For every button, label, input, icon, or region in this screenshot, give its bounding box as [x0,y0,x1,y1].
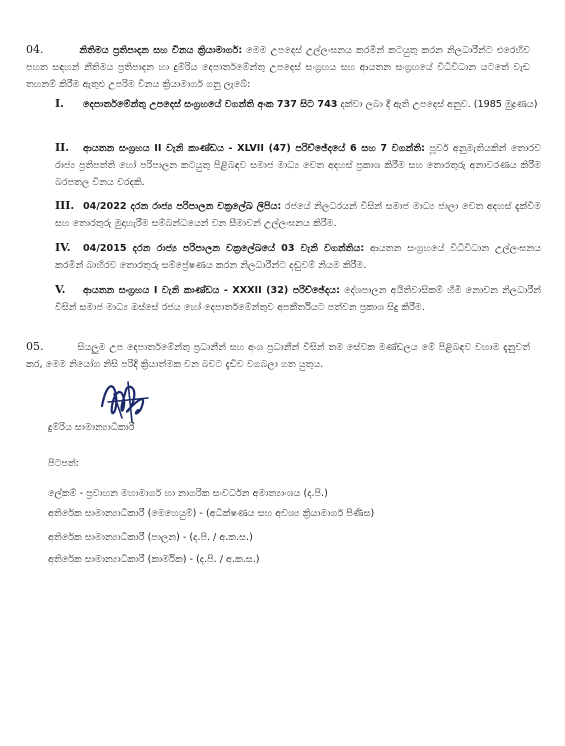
list-item [55,197,541,232]
copy-recipient: ලේකම් - ප්‍රවාහන මහාමාර්ග හා නාගරික සංවර්ධන අමාත්‍යාංශය (ද.පි.) [48,488,328,499]
roman-numeral: IV. [55,241,71,254]
list-item [55,239,541,274]
roman-numeral: I. [55,97,64,110]
handwritten-signature [92,376,164,428]
paragraph-text: සියලුම උප දෙපාර්තමේන්තු ප්‍රධානීන් සහ අංශ ප්‍රධානීන් විසින් තම සේවක මණ්ඩලය මේ පිළිබඳව වහාම දැනුවත් කර, මෙම නියෝග නිසි පරිදි ක්‍රියාත්මක වන බවට දැඩිව වගබලා ගත යුතුය. [26,342,530,370]
list-item [55,139,541,191]
paragraph-text: මෙම උපදෙස් උල්ලංඝනය කරමින් කටයුතු කරන නිලධාරීන්ට එරෙහිව පහත සඳහන් නීතිමය ප්‍රතිපාදන හා දුම්රිය දෙපාර්තමේන්තු උපදෙස් සංග්‍රහය සහ ආයතන සංග්‍රහයේ විධිවිධාන යටතේ වැඩ තහනම් කිරීම ඇතුළු උපරිම විනය ක්‍රියාමාර්ග ගනු ලැබේ: [26,45,530,90]
item-text: රජයේ නිලධරයන් විසින් සමාජ මාධ්‍ය ජාලා වෙත අදහස් දැක්වීම සහ තොරතුරු මුදාහැරීම සම්බන්ධයෙන් වන සීමාවන් උල්ලංඝනය කිරීම. [55,201,541,229]
item-text: දක්වා ලබා දී ඇති උපදෙස් අනුව. (1985 මුද්‍රණය) [337,99,538,110]
item-heading: ආයතන සංග්‍රහය II වැනි කාණ්ඩය - XLVII (47) පරිච්ඡේදයේ 6 සහ 7 වගන්ති: [83,143,425,154]
item-heading: දෙපාර්තමේන්තු උපදෙස් සංග්‍රහයේ වගන්ති අංක 737 සිට 743 [83,99,338,110]
paragraph-heading: නිතිමය ප්‍රතිපාදන සහ විනය ක්‍රියාමාර්ග: [79,45,243,56]
roman-numeral: II. [55,141,70,154]
paragraph-05 [26,338,530,373]
roman-numeral: III. [55,199,75,212]
roman-numeral: V. [55,283,66,296]
copy-recipient: අතිරේක සාමාන්‍යාධිකාරී (පාලන) - (ද.පි. / අ.ක.ස.) [48,532,253,543]
item-heading: 04/2022 දරන රාජ්‍ය පරිපාලන චක්‍රලේඛ ලිපිය: [83,201,282,212]
list-item [55,281,541,316]
copies-heading: පිටපත්: [48,458,79,469]
item-heading: 04/2015 දරන රාජ්‍ය පරිපාලන චක්‍රලේඛයේ 03 වැනි වගන්තිය: [83,243,365,254]
item-heading: ආයතන සංග්‍රහය I වැනි කාණ්ඩය - XXXII (32) පරිච්ඡේදය: [83,285,340,296]
copy-recipient: අතිරේක සාමාන්‍යාධිකාරී (කාර්මික) - (ද.පි. / අ.ක.ස.) [48,554,260,565]
list-item [55,95,541,113]
signatory-title: දුම්රිය සාමාන්‍යාධිකාරී [48,422,135,433]
copy-recipient: අතිරේක සාමාන්‍යාධිකාරී (මෙහෙයුම්) - (අධීක්ෂණය සහ අවශ්‍ය ක්‍රියාමාර්ග පිණිස) [48,508,375,519]
item-text: පූර්ව අනුමැතියකින් තොරව රාජ්‍ය ප්‍රතිපත්ති හෝ පරිපාලන කටයුතු පිළිබඳව සමාජ මාධ්‍ය වෙත අදහස් ප්‍රකාශ කිරීම සහ තොරතුරු අනාවරණය කිරීම බරපතල විනය වරදකි. [55,143,541,188]
paragraph-number: 04. [26,43,44,56]
item-text: ආයතන සංග්‍රහයේ විධිවිධාන උල්ලංඝනය කරමින් බාහිරව තොරතුරු සම්ප්‍රේෂණය කරන නිලධාරීන්ට දඬුවම් නියම කිරීම. [55,243,542,271]
item-text: දේශපාලන අයිතිවාසිකම් හිමි නොවන නිලධාරීන් විසින් සමාජ මාධ්‍ය ඔස්සේ රජය හෝ දෙපාර්තමේන්තුව අපකීර්තියට පත්වන ප්‍රකාශ සිදු කිරීම. [55,285,541,313]
paragraph-04 [26,41,530,93]
paragraph-number: 05. [26,340,44,353]
